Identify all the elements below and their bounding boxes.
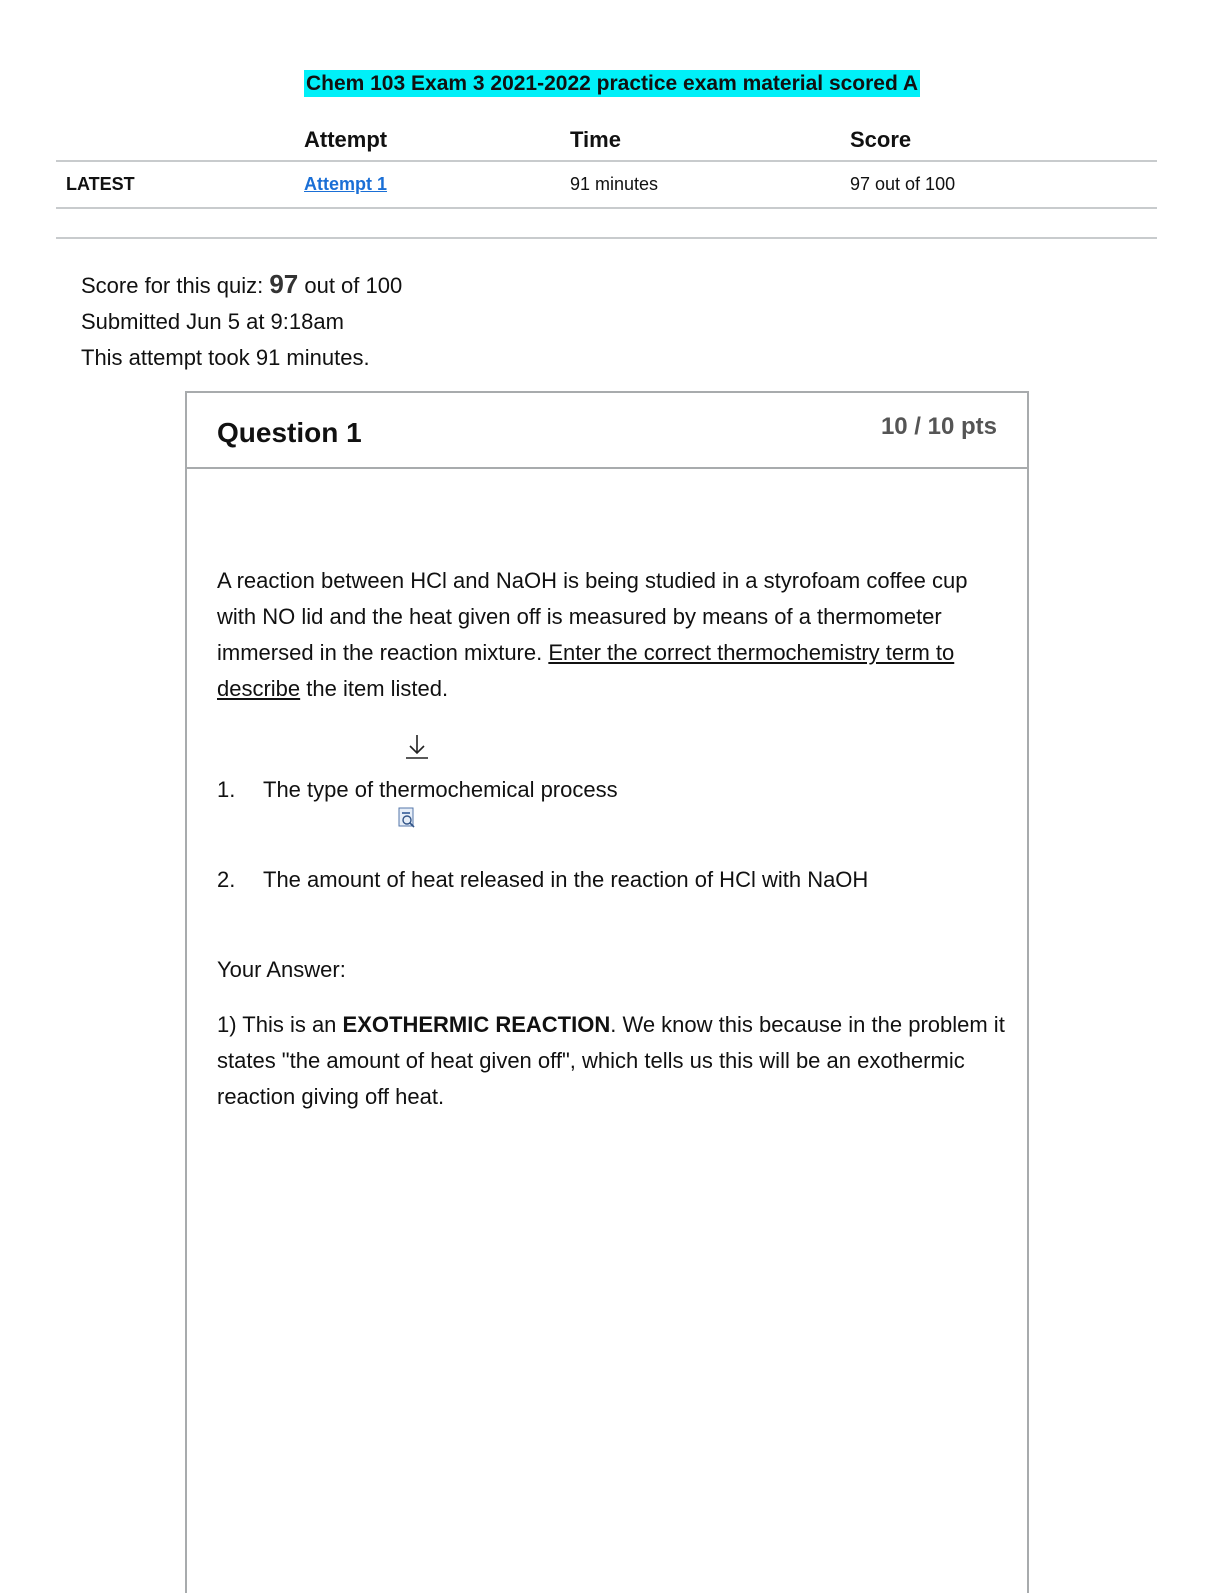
header-empty [56, 122, 304, 161]
list-item [217, 777, 618, 803]
attempts-table [56, 122, 1157, 209]
answer-bold: EXOTHERMIC REACTION [342, 1012, 611, 1037]
attempt-link[interactable]: Attempt 1 [304, 174, 388, 194]
quiz-summary [81, 266, 402, 376]
answer-label: Your Answer: [217, 957, 346, 982]
document-title: Chem 103 Exam 3 2021-2022 practice exam material scored A [305, 72, 919, 95]
list-number: 1. [217, 777, 236, 802]
list-item [217, 867, 868, 893]
header-attempt: Attempt [304, 127, 388, 152]
submitted-line: Submitted Jun 5 at 9:18am [81, 309, 344, 334]
list-number: 2. [217, 867, 236, 892]
duration-line: This attempt took 91 minutes. [81, 345, 370, 370]
attempts-header-row [56, 122, 1157, 161]
answer-text [217, 1007, 1007, 1115]
section-divider [56, 237, 1157, 239]
question-card [185, 391, 1029, 1593]
question-title: Question 1 [217, 417, 362, 448]
score-prefix: Score for this quiz: [81, 273, 270, 298]
score-line [81, 266, 402, 304]
question-points: 10 / 10 pts [880, 413, 997, 440]
question-header [187, 393, 1027, 469]
attempt-row [56, 161, 1157, 208]
score-cell: 97 out of 100 [850, 174, 956, 194]
prompt-text-1: A reaction between HCl and NaOH is being studied in a styrofoam coffee cup with NO lid and the heat given off is measured by means of a thermometer immersed in the reaction mixture. [217, 568, 968, 665]
time-cell: 91 minutes [570, 174, 659, 194]
score-value: 97 [269, 269, 299, 299]
header-score: Score [850, 127, 912, 152]
list-text: The type of thermochemical process [263, 777, 618, 802]
question-prompt [217, 563, 1007, 707]
prompt-text-2: the item listed. [300, 676, 449, 701]
list-text: The amount of heat released in the reaction of HCl with NaOH [263, 867, 869, 892]
document-icon [397, 807, 417, 829]
document-title-wrap [0, 72, 1224, 96]
latest-cell [56, 161, 304, 208]
prompt-underlined: Enter the correct thermochemistry term to describe [217, 640, 955, 701]
answer-prefix: 1) This is an [217, 1012, 343, 1037]
attempt-cell [304, 161, 570, 208]
score-suffix: out of 100 [298, 273, 403, 298]
download-arrow-icon [404, 733, 430, 761]
header-time: Time [570, 127, 621, 152]
latest-label: LATEST [66, 174, 135, 194]
answer-suffix: . We know this because in the problem it states "the amount of heat given off", which tells us this will be an exothermic reaction giving off heat. [217, 1012, 1005, 1109]
